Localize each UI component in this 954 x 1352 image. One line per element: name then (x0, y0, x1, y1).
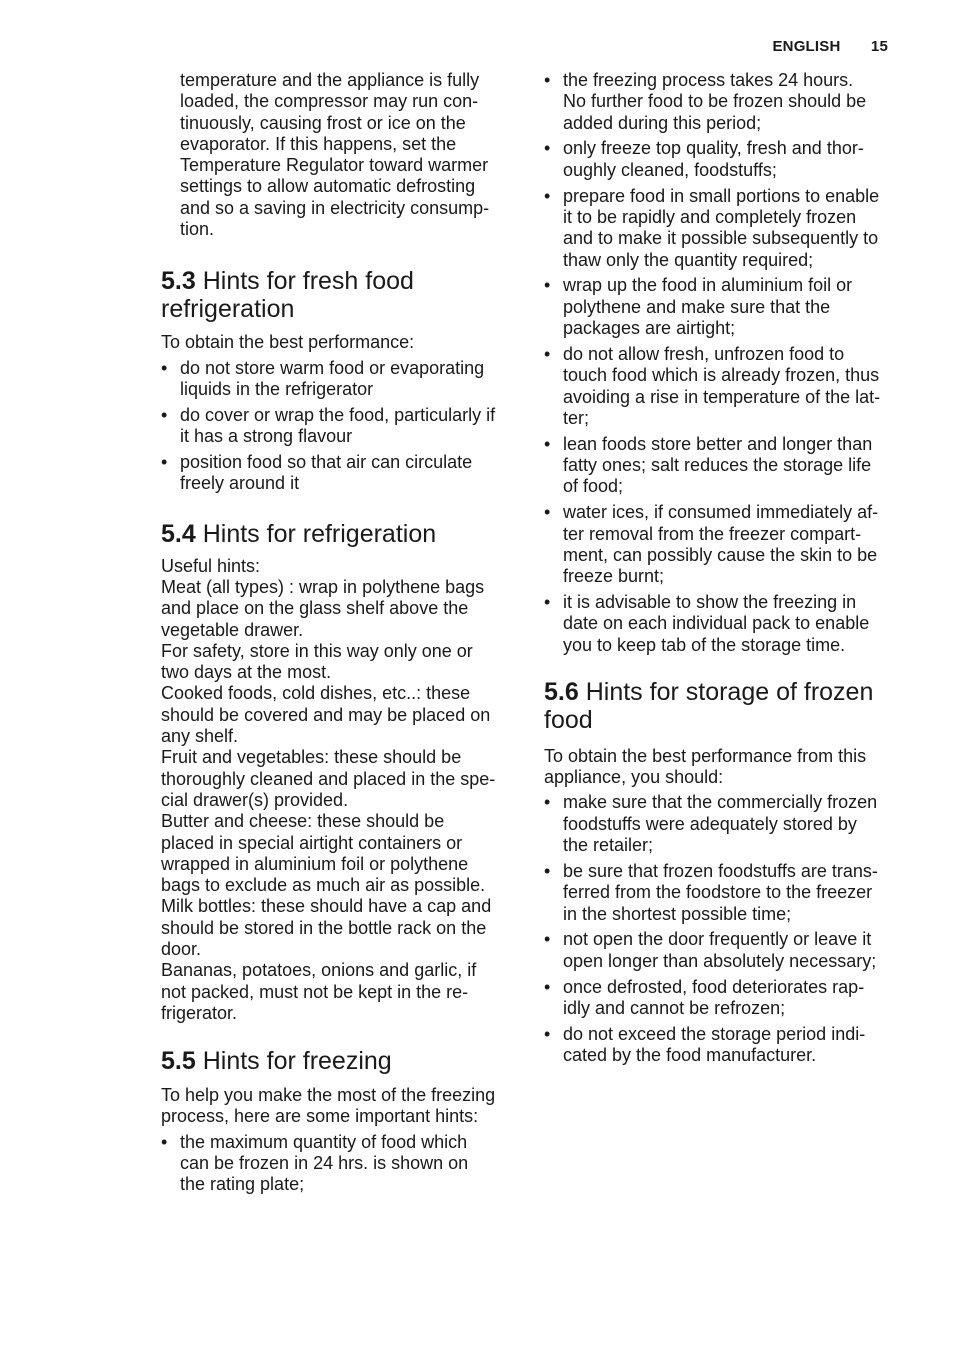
list-item: • once defrosted, food deteriorates rap- idly and cannot be refrozen; (544, 977, 896, 1020)
list-item: • the freezing process takes 24 hours. No further food to be frozen should be added during this period; (544, 70, 896, 134)
section-5-4-heading (161, 520, 513, 548)
section-5-5-lead: To help you make the most of the freezing process, here are some important hints: (161, 1085, 496, 1127)
list-item: • do not exceed the storage period indi- cated by the food manufacturer. (544, 1024, 896, 1067)
section-number: 5.6 (544, 677, 579, 706)
section-5-3-list (161, 358, 513, 495)
intro-paragraph: temperature and the appliance is fully loaded, the compressor may run con- tinuously, causing frost or ice on the evaporator. If this happens, set the Temperature Regulator toward warmer settings to allow automatic defrosting and so a saving in electricity consump- tion. (180, 70, 490, 240)
section-5-3-heading (161, 267, 513, 323)
section-title: Hints for fresh food refrigeration (161, 267, 414, 324)
section-number: 5.4 (161, 519, 196, 548)
list-item: • wrap up the food in aluminium foil or polythene and make sure that the packages are airtight; (544, 275, 896, 339)
list-item: • not open the door frequently or leave it open longer than absolutely necessary; (544, 929, 896, 972)
section-number: 5.3 (161, 267, 196, 296)
language-label: ENGLISH (772, 38, 841, 55)
list-item: • position food so that air can circulate freely around it (161, 452, 513, 495)
section-5-6-lead: To obtain the best performance from this appliance, you should: (544, 745, 867, 788)
section-number: 5.5 (161, 1047, 196, 1076)
left-column (161, 70, 513, 1200)
list-item: • water ices, if consumed immediately af- ter removal from the freezer compart- ment, can possibly cause the skin to be freeze burnt; (544, 502, 896, 587)
section-5-5-list (161, 1132, 513, 1196)
section-5-6-heading (544, 678, 896, 734)
section-5-3-lead: To obtain the best performance: (161, 332, 415, 353)
page-header (772, 38, 888, 55)
list-item: • do not allow fresh, unfrozen food to touch food which is already frozen, thus avoiding a rise in temperature of the lat- ter; (544, 344, 896, 429)
list-item: • the maximum quantity of food which can be frozen in 24 hrs. is shown on the rating plate; (161, 1132, 513, 1196)
freezing-hints-list (544, 70, 896, 656)
list-item: • it is advisable to show the freezing in date on each individual pack to enable you to keep tab of the storage time. (544, 592, 896, 656)
list-item: • make sure that the commercially frozen foodstuffs were adequately stored by the retailer; (544, 792, 896, 856)
list-item: • do not store warm food or evaporating liquids in the refrigerator (161, 358, 513, 401)
section-5-4-body: Useful hints: Meat (all types) : wrap in polythene bags and place on the glass shelf above the vegetable drawer. For safety, store in this way only one or two days at the most. Cooked foods, cold dishes, etc..: these should be covered and may be placed on any shelf. Fruit and vegetables: these should be thoroughly cleaned and placed in the spe- cial drawer(s) provided. Butter and cheese: these should be placed in special airtight containers or wrapped in aluminium foil or polythene bags to exclude as much air as possible. Milk bottles: these should have a cap and should be stored in the bottle rack on the door. Bananas, potatoes, onions and garlic, if not packed, must not be kept in the re- frigerator. (161, 555, 496, 1023)
list-item: • only freeze top quality, fresh and thor- oughly cleaned, foodstuffs; (544, 138, 896, 181)
list-item: • be sure that frozen foodstuffs are trans- ferred from the foodstore to the freezer in the shortest possible time; (544, 861, 896, 925)
right-column (544, 70, 896, 1071)
section-title: Hints for freezing (202, 1047, 392, 1076)
section-5-5-heading (161, 1047, 513, 1075)
list-item: • prepare food in small portions to enable it to be rapidly and completely frozen and to make it possible subsequently to thaw only the quantity required; (544, 186, 896, 271)
section-title: Hints for refrigeration (202, 519, 437, 548)
list-item: • do cover or wrap the food, particularly if it has a strong flavour (161, 405, 513, 448)
section-title: Hints for storage of frozen food (544, 677, 874, 734)
section-5-6-list (544, 792, 896, 1066)
list-item: • lean foods store better and longer than fatty ones; salt reduces the storage life of food; (544, 434, 896, 498)
page-number: 15 (870, 38, 888, 55)
